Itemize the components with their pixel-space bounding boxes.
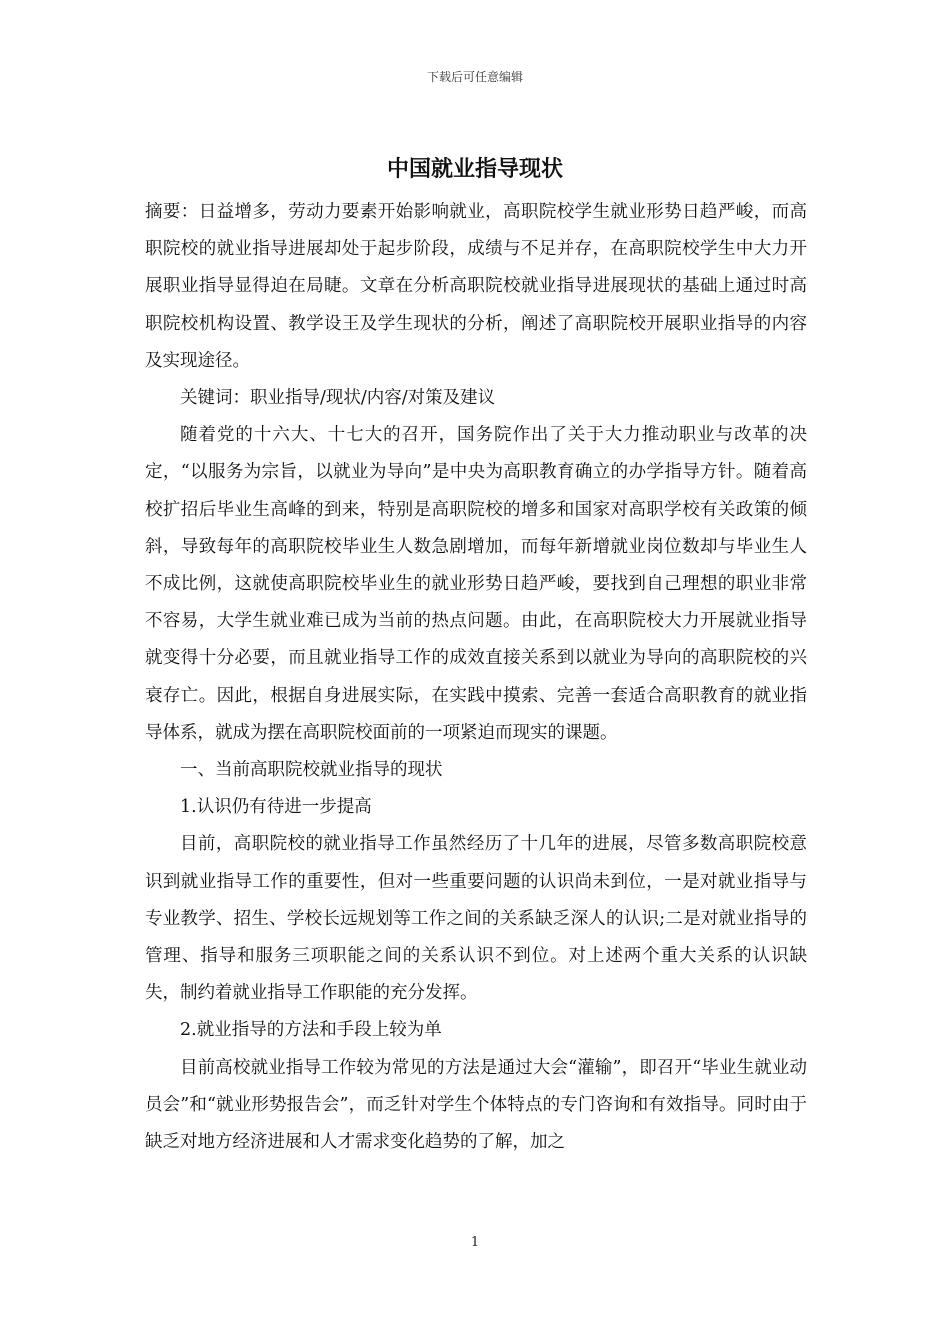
- intro-paragraph: 随着党的十六大、十七大的召开，国务院作出了关于大力推动职业与改革的决定，“以服务为宗旨，以就业为导向”是中央为高职教育确立的办学指导方针。随着高校扩招后毕业生高峰的到来，特别是高职院校的增多和国家对高职学校有关政策的倾斜，导致每年的高职院校毕业生人数急剧增加，而每年新增就业岗位数却与毕业生人不成比例，这就使高职院校毕业生的就业形势日趋严峻，要找到自己理想的职业非常不容易，大学生就业难已成为当前的热点问题。由此，在高职院校大力开展就业指导就变得十分必要，而且就业指导工作的成效直接关系到以就业为导向的高职院校的兴衰存亡。因此，根据自身进展实际，在实践中摸索、完善一套适合高职教育的就业指导体系，就成为摆在高职院校面前的一项紧迫而现实的课题。: [145, 425, 807, 743]
- section-heading: 一、当前高职院校就业指导的现状: [180, 760, 443, 781]
- subsection-paragraph-2: 目前高校就业指导工作较为常见的方法是通过大会“灌输”，即召开“毕业生就业动员会”和“就业形势报告会”，而乏针对学生个体特点的专门咨询和有效指导。同时由于缺乏对地方经济进展和人才需求变化趋势的了解，加之: [145, 1057, 807, 1153]
- keywords-line: 关键词：职业指导/现状/内容/对策及建议: [180, 388, 496, 409]
- page-number: 1: [470, 1235, 480, 1250]
- subsection-heading-2: 2.就业指导的方法和手段上较为单: [180, 1020, 442, 1041]
- document-title: 中国就业指导现状: [386, 157, 563, 182]
- document-body: [145, 194, 807, 1161]
- subsection-paragraph-1: 目前，高职院校的就业指导工作虽然经历了十几年的进展，尽管多数高职院校意识到就业指导工作的重要性，但对一些重要问题的认识尚未到位，一是对就业指导与专业教学、招生、学校长远规划等工作之间的关系缺乏深人的认识;二是对就业指导的管理、指导和服务三项职能之间的关系认识不到位。对上述两个重大关系的认识缺失，制约着就业指导工作职能的充分发挥。: [145, 834, 807, 1004]
- subsection-heading-1: 1.认识仍有待进一步提高: [180, 797, 372, 818]
- abstract-paragraph: 摘要：日益增多，劳动力要素开始影响就业，高职院校学生就业形势日趋严峻，而高职院校的就业指导进展却处于起步阶段，成绩与不足并存，在高职院校学生中大力开展职业指导显得迫在局睫。文章在分析高职院校就业指导进展现状的基础上通过时高职院校机构设置、教学设王及学生现状的分析，阐述了高职院校开展职业指导的内容及实现途径。: [145, 202, 807, 371]
- page-header-note: 下载后可任意编辑: [426, 70, 523, 84]
